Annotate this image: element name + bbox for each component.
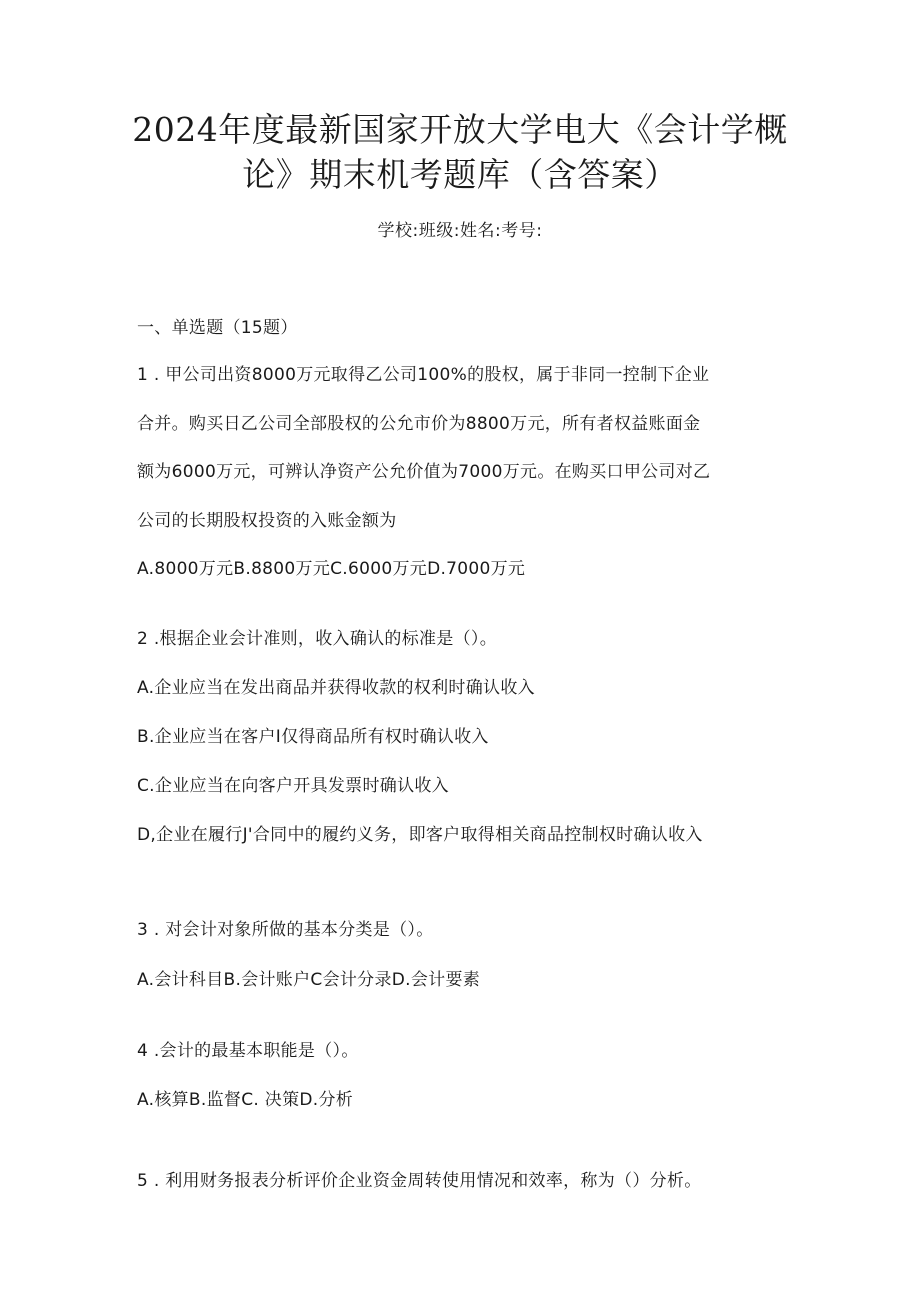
question-2-option-a: A.企业应当在发出商品并获得收款的权利时确认收入	[137, 678, 535, 698]
question-1-stem-line-3: 额为6000万元，可辨认净资产公允价值为7000万元。在购买口甲公司对乙	[137, 462, 711, 482]
question-2-option-b: B.企业应当在客户I仅得商品所有权时确认收入	[137, 727, 489, 747]
question-1-stem-line-4: 公司的长期股权投资的入账金额为	[137, 511, 397, 531]
document-title-line-1: 2024年度最新国家开放大学电大《会计学概	[132, 110, 788, 149]
student-info-line: 学校:班级:姓名:考号:	[377, 221, 543, 241]
question-3-options: A.会计科目B.会计账户C会计分录D.会计要素	[137, 970, 481, 990]
question-3-stem: 3 . 对会计对象所做的基本分类是（）。	[137, 920, 434, 940]
question-4-options: A.核算B.监督C. 决策D.分析	[137, 1090, 354, 1110]
question-2-stem: 2 .根据企业会计准则，收入确认的标准是（）。	[137, 629, 498, 649]
section-heading: 一、单选题（15题）	[137, 318, 298, 338]
question-2-option-d: D,企业在履行J'合同中的履约义务，即客户取得相关商品控制权时确认收入	[137, 825, 703, 845]
question-5-stem: 5 . 利用财务报表分析评价企业资金周转使用情况和效率，称为（）分析。	[137, 1171, 702, 1191]
document-title-line-2: 论》期末机考题库（含答案）	[242, 155, 678, 194]
question-2-option-c: C.企业应当在向客户开具发票时确认收入	[137, 776, 449, 796]
question-1-stem-line-1: 1 . 甲公司出资8000万元取得乙公司100%的股权，属于非同一控制下企业	[137, 365, 710, 385]
question-1-options: A.8000万元B.8800万元C.6000万元D.7000万元	[137, 559, 526, 579]
question-4-stem: 4 .会计的最基本职能是（）。	[137, 1041, 359, 1061]
question-1-stem-line-2: 合并。购买日乙公司全部股权的公允市价为8800万元，所有者权益账面金	[137, 414, 701, 434]
